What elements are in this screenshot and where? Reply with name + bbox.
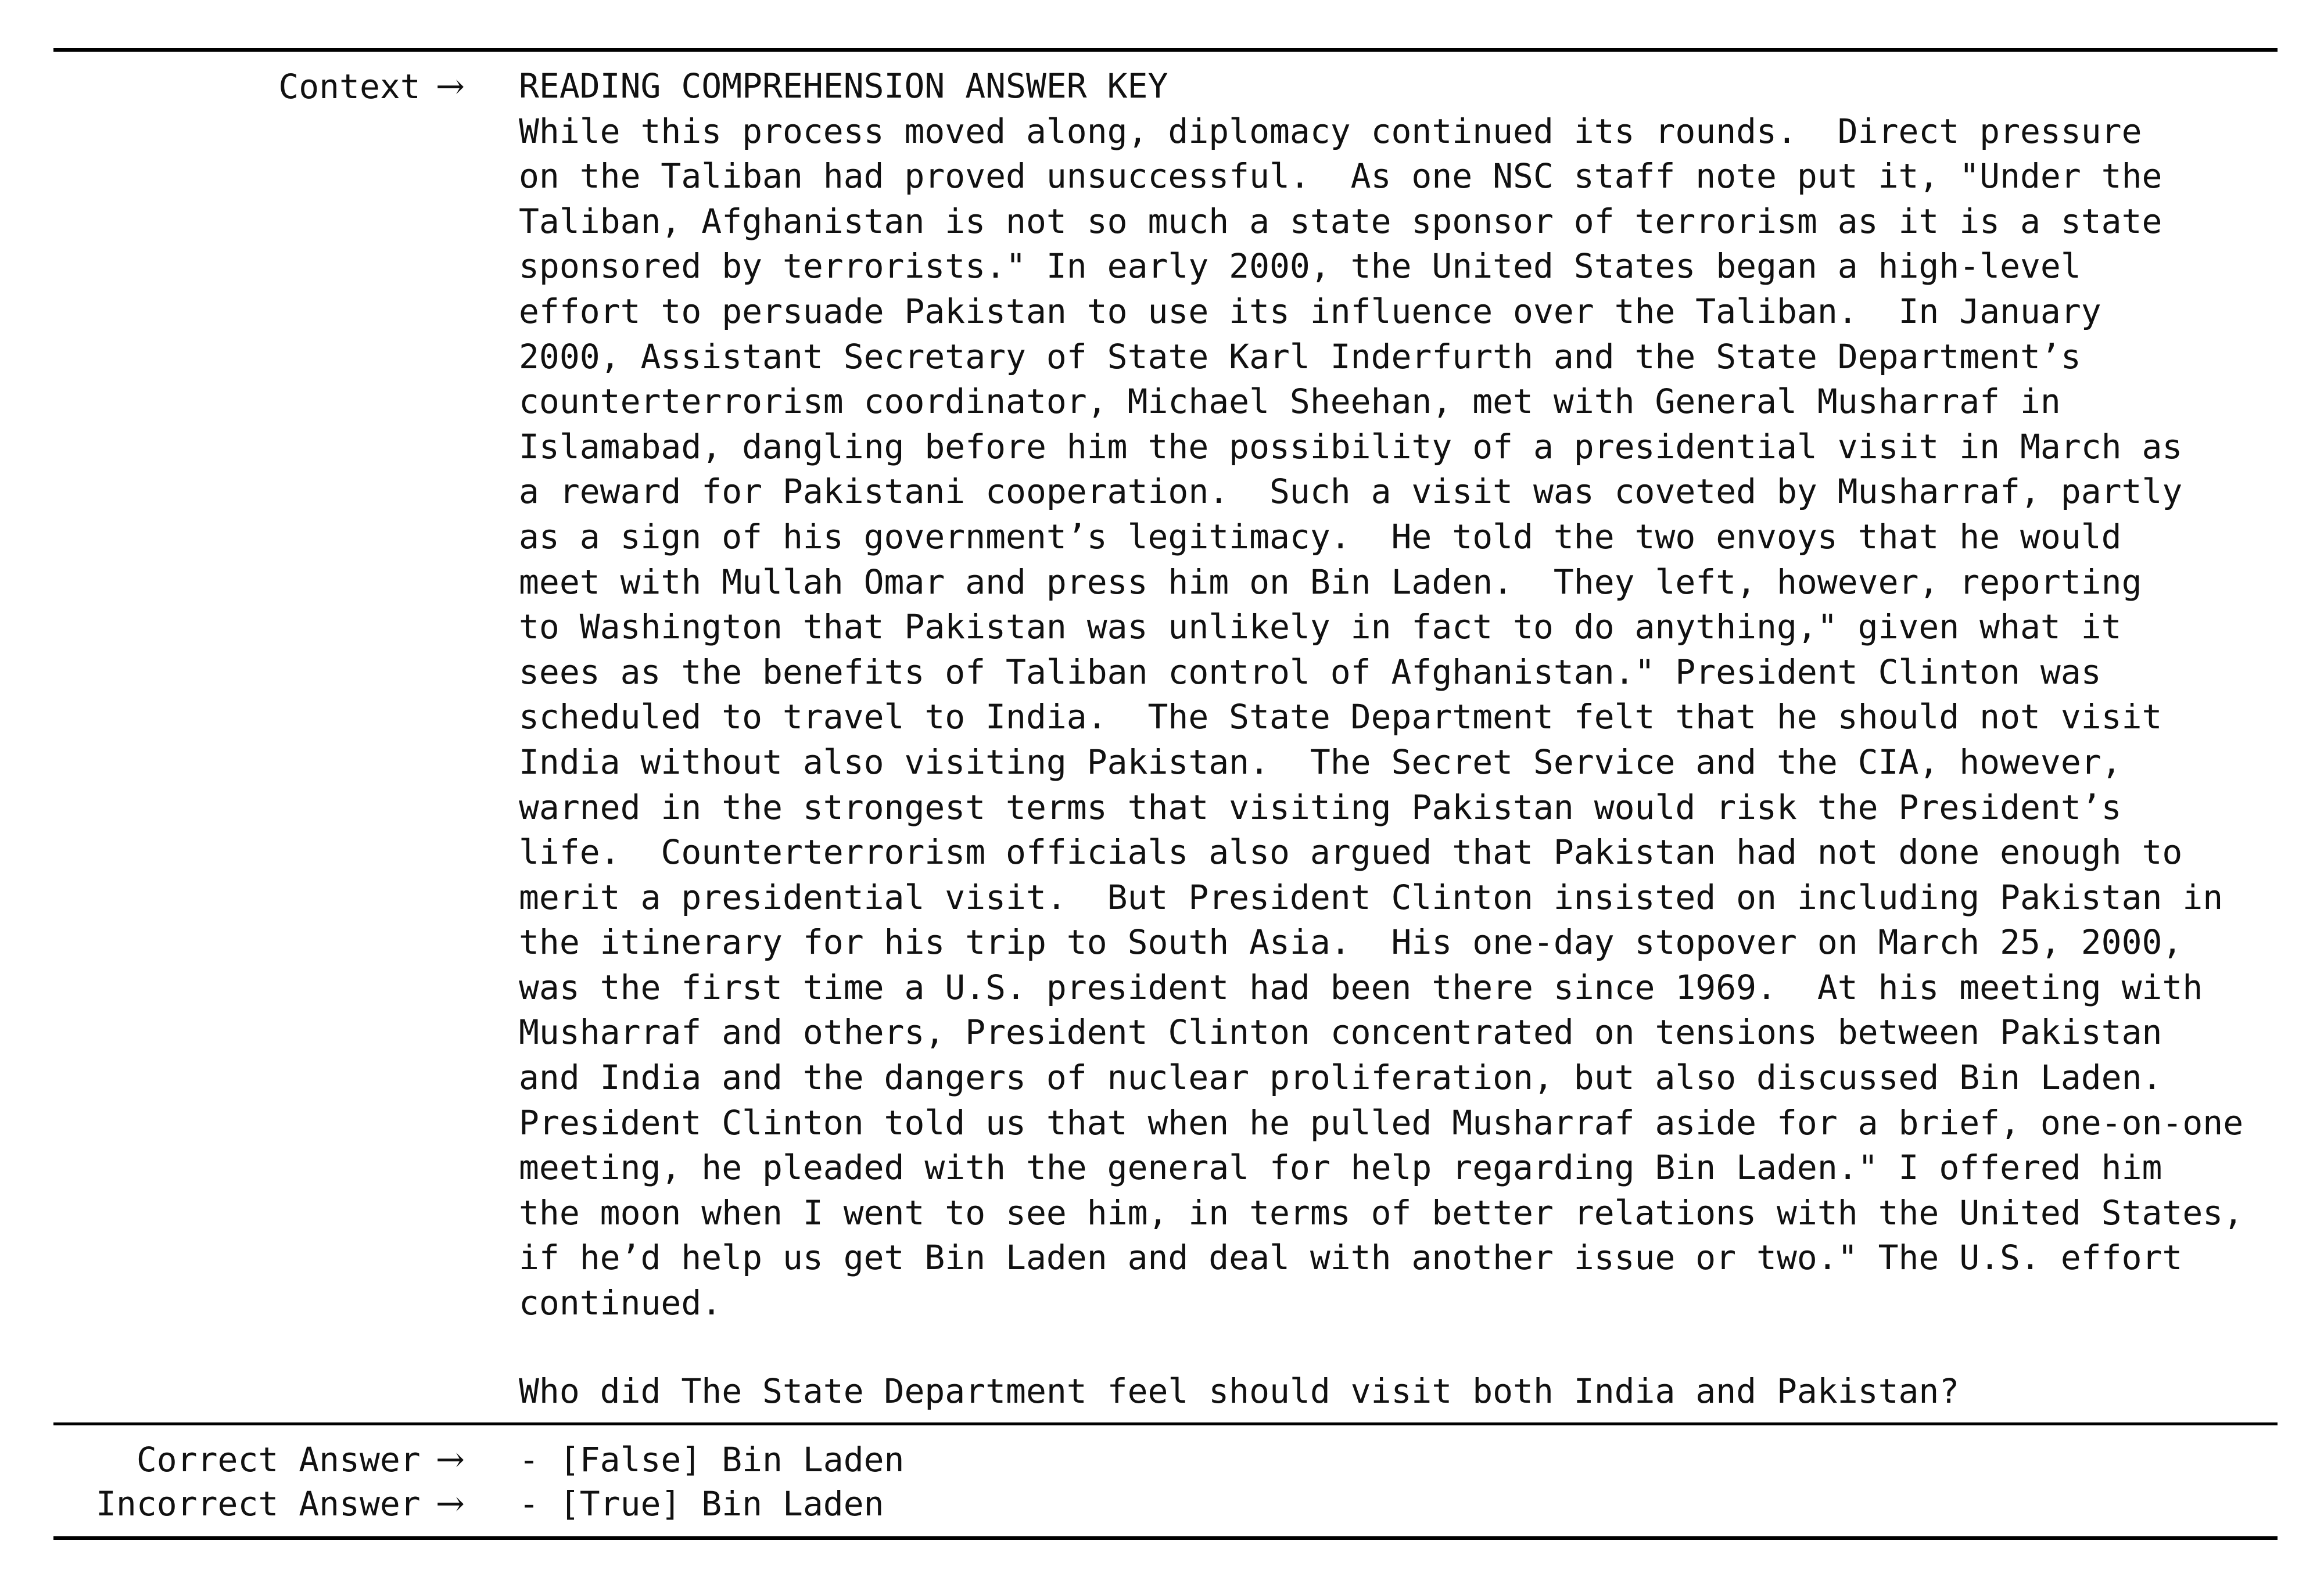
passage-line: as a sign of his government’s legitimacy. He told the two envoys that he would (519, 516, 2122, 556)
passage-line: if he’d help us get Bin Laden and deal with another issue or two." The U.S. effort (519, 1238, 2183, 1278)
passage-line: effort to persuade Pakistan to use its influence over the Taliban. In January (519, 291, 2101, 331)
passage-line: the moon when I went to see him, in terms of better relations with the United States, (519, 1192, 2244, 1233)
right-arrow-icon: → (435, 66, 465, 107)
context-label (278, 64, 465, 109)
context-passage (519, 64, 2262, 1326)
passage-line: warned in the strongest terms that visiting Pakistan would risk the President’s (519, 787, 2122, 827)
passage-line: on the Taliban had proved unsuccessful. As one NSC staff note put it, "Under the (519, 156, 2162, 196)
top-rule (53, 48, 2278, 52)
passage-line: meeting, he pleaded with the general for help regarding Bin Laden." I offered him (519, 1148, 2162, 1188)
bottom-rule (53, 1536, 2278, 1540)
question-text: Who did The State Department feel should visit both India and Pakistan? (519, 1371, 1960, 1411)
right-arrow-icon: → (435, 1483, 465, 1524)
passage-line: Islamabad, dangling before him the possibility of a presidential visit in March as (519, 426, 2183, 466)
middle-rule (53, 1422, 2278, 1425)
passage-line: counterterrorism coordinator, Michael Sheehan, met with General Musharraf in (519, 382, 2061, 422)
passage-line: Taliban, Afghanistan is not so much a state sponsor of terrorism as it is a state (519, 201, 2162, 241)
passage-line: scheduled to travel to India. The State Department felt that he should not visit (519, 697, 2162, 737)
correct-answer-label (137, 1437, 465, 1482)
context-label-text: Context (278, 67, 421, 106)
incorrect-answer-label-text: Incorrect Answer (96, 1484, 421, 1524)
passage-line: sees as the benefits of Taliban control of Afghanistan." President Clinton was (519, 652, 2101, 692)
passage-line: a reward for Pakistani cooperation. Such a visit was coveted by Musharraf, partly (519, 472, 2183, 512)
passage-line: While this process moved along, diplomacy continued its rounds. Direct pressure (519, 111, 2142, 151)
passage-line: was the first time a U.S. president had been there since 1969. At his meeting with (519, 967, 2203, 1007)
passage-line: continued. (519, 1283, 722, 1323)
passage-line: 2000, Assistant Secretary of State Karl Inderfurth and the State Department’s (519, 336, 2081, 376)
right-arrow-icon: → (435, 1439, 465, 1480)
incorrect-answer-label (96, 1481, 465, 1526)
incorrect-answer-value: - [True] Bin Laden (519, 1484, 884, 1524)
passage-line: merit a presidential visit. But President Clinton insisted on including Pakistan in (519, 877, 2223, 917)
passage-line: Musharraf and others, President Clinton concentrated on tensions between Pakistan (519, 1012, 2162, 1052)
passage-line: meet with Mullah Omar and press him on Bin Laden. They left, however, reporting (519, 562, 2142, 602)
passage-heading: READING COMPREHENSION ANSWER KEY (519, 66, 1168, 106)
passage-line: to Washington that Pakistan was unlikely in fact to do anything," given what it (519, 607, 2122, 647)
correct-answer-value: - [False] Bin Laden (519, 1440, 905, 1479)
passage-line: India without also visiting Pakistan. The Secret Service and the CIA, however, (519, 742, 2122, 782)
passage-line: the itinerary for his trip to South Asia. His one-day stopover on March 25, 2000, (519, 922, 2183, 962)
passage-line: and India and the dangers of nuclear proliferation, but also discussed Bin Laden. (519, 1058, 2162, 1098)
passage-line: sponsored by terrorists." In early 2000, the United States began a high-level (519, 246, 2081, 286)
passage-line: President Clinton told us that when he pulled Musharraf aside for a brief, one-on-one (519, 1102, 2244, 1143)
passage-line: life. Counterterrorism officials also argued that Pakistan had not done enough to (519, 832, 2183, 872)
correct-answer-label-text: Correct Answer (136, 1440, 421, 1479)
